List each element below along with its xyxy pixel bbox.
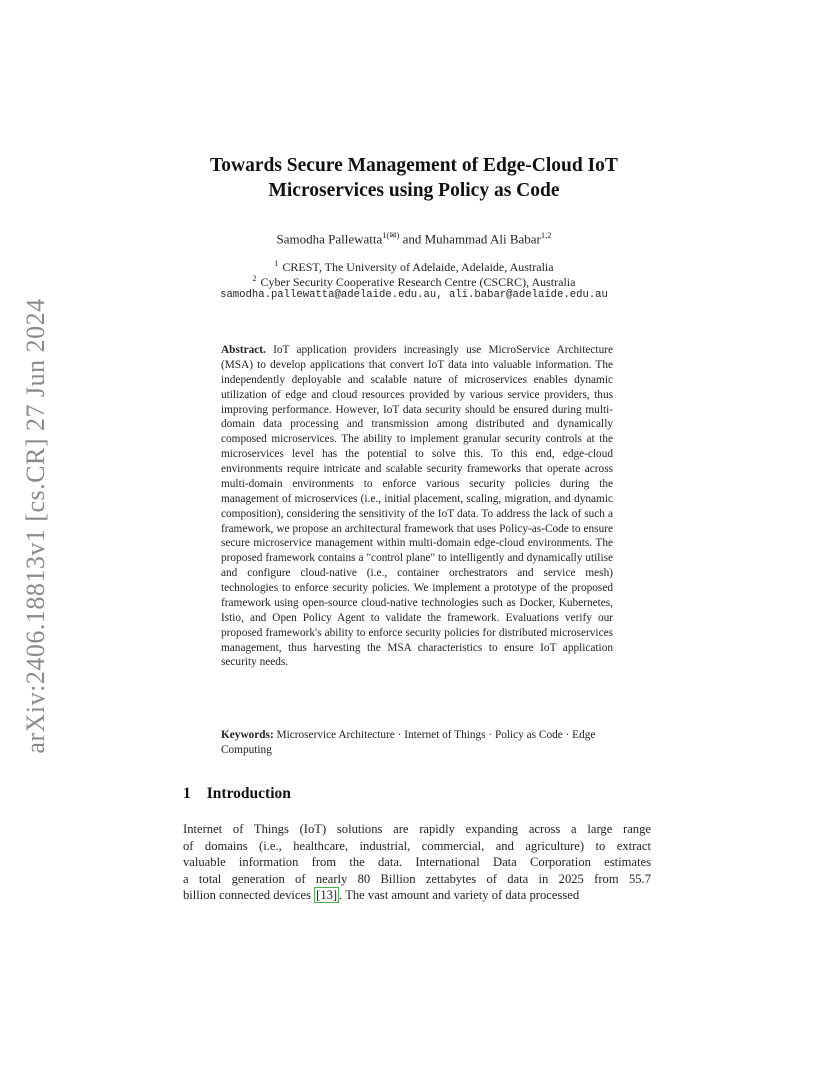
arxiv-identifier-stamp: arXiv:2406.18813v1 [cs.CR] 27 Jun 2024 [21, 298, 50, 754]
author-1-affiliation-mark: 1(✉) [382, 230, 400, 240]
intro-line-5 [183, 887, 651, 904]
title-line-2: Microservices using Policy as Code [268, 180, 560, 201]
affiliation-1-mark: 1 [274, 259, 279, 268]
citation-link[interactable]: [13] [316, 888, 338, 903]
abstract [221, 343, 613, 670]
intro-line-1: Internet of Things (IoT) solutions are rapidly expanding across a large range [183, 822, 651, 836]
intro-line-5-end: . The vast amount and variety of data processed [339, 888, 580, 903]
intro-line-3: valuable information from the data. International Data Corporation estimates [183, 855, 651, 870]
section-number: 1 [183, 785, 191, 802]
author-joiner: and [399, 231, 425, 247]
intro-line-5-start: billion connected devices [183, 888, 315, 903]
affiliation-1 [150, 259, 678, 275]
author-2-name: Muhammad Ali Babar [424, 231, 541, 247]
intro-line-4: a total generation of nearly 80 Billion zettabytes of data in 2025 from 55.7 [183, 871, 651, 886]
title-line-1: Towards Secure Management of Edge-Cloud IoT [210, 155, 618, 176]
keywords-label: Keywords: [221, 729, 274, 741]
author-emails: samodha.pallewatta@adelaide.edu.au, ali.babar@adelaide.edu.au [220, 289, 608, 301]
author-list [150, 230, 678, 247]
keywords [221, 728, 613, 758]
keywords-text: Microservice Architecture · Internet of Things · Policy as Code · Edge Computing [221, 729, 596, 756]
intro-line-2: of domains (i.e., healthcare, industrial, commercial, and agriculture) to extract [183, 838, 651, 853]
affiliation-2-mark: 2 [252, 274, 257, 283]
abstract-label: Abstract. [221, 344, 266, 356]
author-1-name: Samodha Pallewatta [276, 231, 383, 247]
paper-title [150, 153, 678, 203]
section-title: Introduction [206, 785, 291, 802]
affiliation-2 [150, 274, 678, 290]
affiliation-1-text: CREST, The University of Adelaide, Adelaide, Australia [282, 260, 554, 274]
affiliation-2-text: Cyber Security Cooperative Research Centre (CSCRC), Australia [260, 275, 576, 289]
author-2-affiliation-mark: 1,2 [540, 230, 552, 240]
introduction-paragraph [183, 821, 651, 904]
section-heading [183, 785, 291, 803]
abstract-text: IoT application providers increasingly use MicroService Architecture (MSA) to develop applications that convert IoT data into valuable information. The independently deployable and scalable nature of microservices enables dynamic utilization of edge and cloud resources provided by various service providers, thus improving performance. However, IoT data security should be ensured during multi-domain data processing and transmission among distributed and dynamically composed microservices. The ability to implement granular security controls at the microservices level has the potential to solve this. To this end, edge-cloud environments require intricate and scalable security frameworks that operate across multi-domain environments to enforce various security policies during the management of microservices (i.e., initial placement, scaling, migration, and dynamic composition), considering the sensitivity of the IoT data. To address the lack of such a framework, we propose an architectural framework that uses Policy-as-Code to ensure secure microservice management within multi-domain edge-cloud environments. The proposed framework contains a "control plane" to intelligently and dynamically utilise and configure cloud-native (i.e., container orchestrators and service mesh) technologies to enforce security policies. We implement a prototype of the proposed framework using open-source cloud-native technologies such as Docker, Kubernetes, Istio, and Open Policy Agent to validate the framework. Evaluations verify our proposed framework's ability to enforce security policies for distributed microservices management, thus harvesting the MSA characteristics to ensure IoT application security needs. [221, 344, 613, 669]
